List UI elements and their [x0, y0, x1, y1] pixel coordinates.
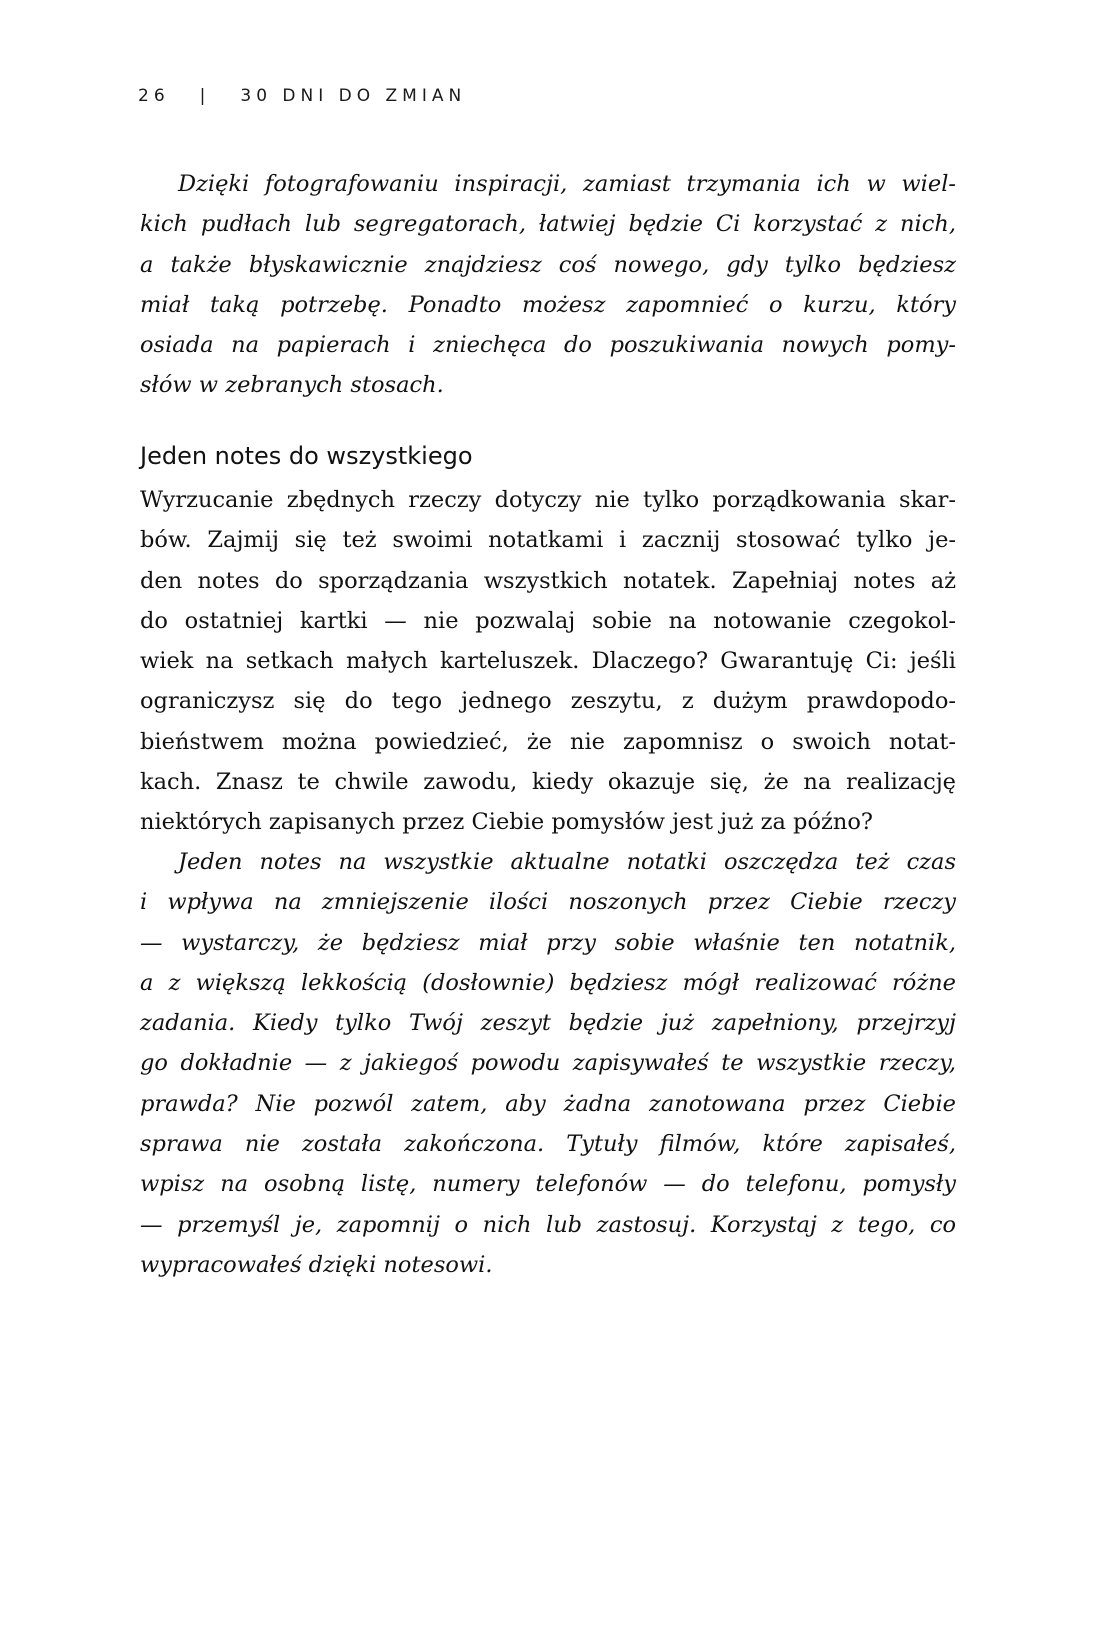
text-line: prawda? Nie pozwól zatem, aby żadna zanotowana przez Ciebie [140, 1090, 956, 1117]
text-line: niektórych zapisanych przez Ciebie pomysłów jest już za późno? [140, 809, 873, 836]
text-line: i wpływa na zmniejszenie ilości noszonych przez Ciebie rzeczy [140, 889, 956, 916]
text-line: bieństwem można powiedzieć, że nie zapomnisz o swoich notat- [140, 728, 956, 755]
paragraph-notebook-benefits [140, 842, 956, 1285]
text-line: a także błyskawicznie znajdziesz coś nowego, gdy tylko będziesz [140, 251, 956, 278]
text-line: Wyrzucanie zbędnych rzeczy dotyczy nie tylko porządkowania skar- [140, 487, 956, 513]
page-number: 26 [138, 86, 170, 106]
text-line: ograniczysz się do tego jednego zeszytu, z dużym prawdopodo- [140, 688, 956, 715]
text-line: wpisz na osobną listę, numery telefonów — do telefonu, pomysły [140, 1171, 956, 1198]
text-line: kach. Znasz te chwile zawodu, kiedy okazuje się, że na realizację [140, 769, 956, 796]
text-line: Jeden notes na wszystkie aktualne notatki oszczędza też czas [178, 849, 956, 875]
paragraph-one-notebook [140, 480, 956, 843]
section-heading: Jeden notes do wszystkiego [140, 442, 473, 470]
text-line: sprawa nie została zakończona. Tytuły filmów, które zapisałeś, [140, 1131, 956, 1158]
text-line: kich pudłach lub segregatorach, łatwiej będzie Ci korzystać z nich, [140, 211, 956, 238]
text-line: wiek na setkach małych karteluszek. Dlaczego? Gwarantuję Ci: jeśli [140, 648, 956, 675]
header-separator: | [199, 86, 211, 106]
text-line: słów w zebranych stosach. [140, 372, 444, 399]
running-header [138, 86, 466, 106]
text-line: — wystarczy, że będziesz miał przy sobie właśnie ten notatnik, [140, 929, 956, 956]
text-line: zadania. Kiedy tylko Twój zeszyt będzie już zapełniony, przejrzyj [140, 1010, 956, 1037]
text-line: miał taką potrzebę. Ponadto możesz zapomnieć o kurzu, który [140, 291, 956, 318]
book-title: 30 DNI DO ZMIAN [240, 86, 467, 106]
text-line: Dzięki fotografowaniu inspiracji, zamiast trzymania ich w wiel- [178, 171, 956, 197]
paragraph-inspirations [140, 164, 956, 406]
text-line: go dokładnie — z jakiegoś powodu zapisywałeś te wszystkie rzeczy, [140, 1050, 956, 1077]
text-line: wypracowałeś dzięki notesowi. [140, 1251, 493, 1278]
text-line: do ostatniej kartki — nie pozwalaj sobie na notowanie czegokol- [140, 607, 956, 634]
text-line: osiada na papierach i zniechęca do poszukiwania nowych pomy- [140, 332, 956, 359]
text-line: — przemyśl je, zapomnij o nich lub zastosuj. Korzystaj z tego, co [140, 1211, 956, 1238]
text-line: den notes do sporządzania wszystkich notatek. Zapełniaj notes aż [140, 567, 956, 594]
text-line: a z większą lekkością (dosłownie) będziesz mógł realizować różne [140, 969, 956, 996]
text-line: bów. Zajmij się też swoimi notatkami i zacznij stosować tylko je- [140, 527, 956, 554]
